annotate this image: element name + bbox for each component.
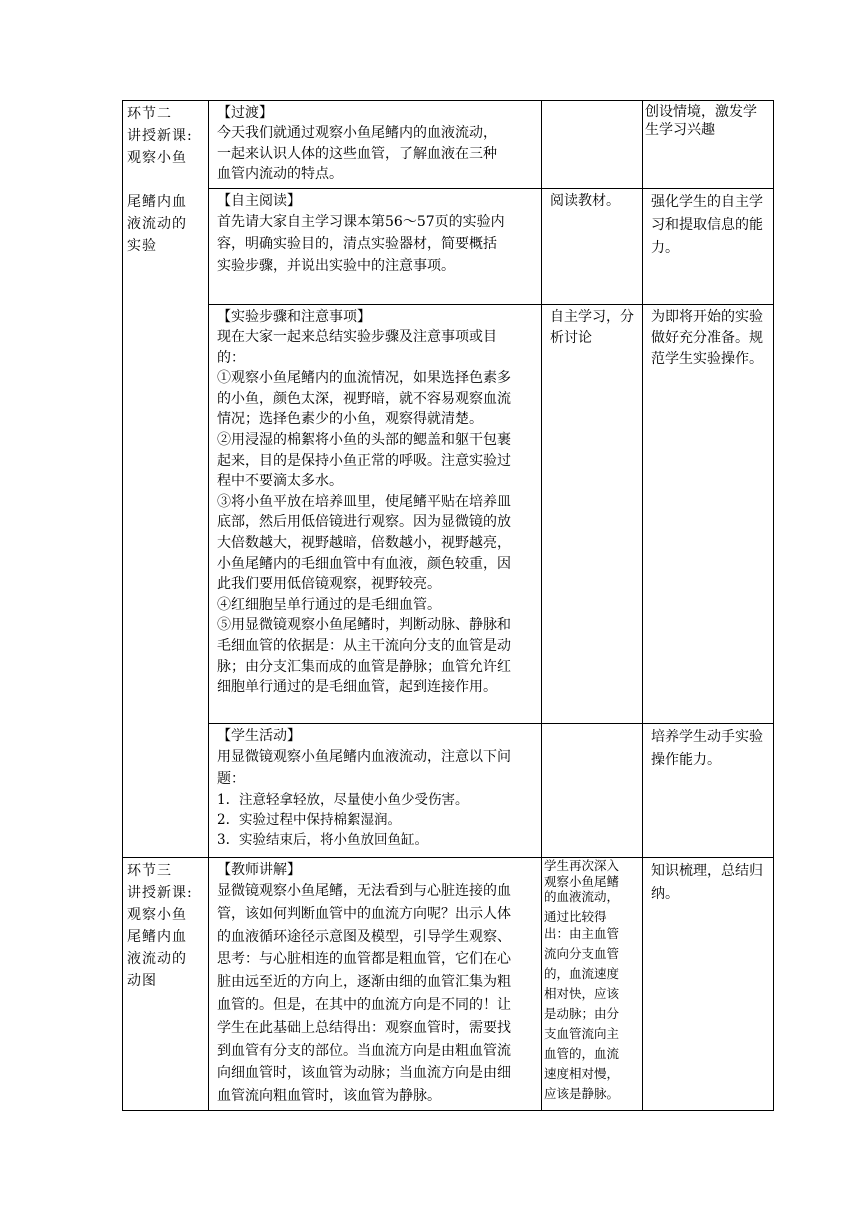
design-intent-cell: 为即将开始的实验做好充分准备。规范学生实验操作。 <box>643 305 774 724</box>
student-activity-cell: 学生再次深入 观察小鱼尾鳍 的血液流动， 通过比较得 出：由主血管 流向分支血管 的，血流速度 相对快，应该 是动脉；由分 支血管流向主 血管的，血流 速度相对慢， 应该是静脉。 <box>542 858 643 1111</box>
block-title: 【学生活动】 <box>217 728 301 744</box>
list-item: 3. 实验结束后，将小鱼放回鱼缸。 <box>217 832 428 848</box>
table-row <box>123 724 774 858</box>
student-activity-cell: 自主学习，分析讨论 <box>542 305 643 724</box>
lesson-plan-table <box>122 100 774 1111</box>
block-title: 【教师讲解】 <box>217 862 301 878</box>
table-row <box>123 189 774 305</box>
block-title: 【过渡】 <box>217 105 273 121</box>
list-item: 2. 实验过程中保持棉絮湿润。 <box>217 812 401 828</box>
teacher-activity-cell: 【过渡】 今天我们就通过观察小鱼尾鳍内的血液流动， 一起来认识人体的这些血管，了解血液在三种 血管内流动的特点。 <box>209 101 542 189</box>
teacher-activity-cell: 【学生活动】 用显微镜观察小鱼尾鳍内血液流动，注意以下问 题： 1. 注意轻拿轻放，尽量使小鱼少受伤害。 2. 实验过程中保持棉絮湿润。 3. 实验结束后，将小鱼放回鱼缸。 <box>209 724 542 858</box>
design-intent-cell: 知识梳理，总结归纳。 <box>643 858 774 1111</box>
teacher-activity-cell: 【实验步骤和注意事项】 现在大家一起来总结实验步骤及注意事项或目 的： ①观察小鱼尾鳍内的血流情况，如果选择色素多 的小鱼，颜色太深，视野暗，就不容易观察血流 情况；选择色素少的小鱼，观察得就清楚。 ②用浸湿的棉絮将小鱼的头部的鳃盖和躯干包裹 起来，目的是保持小鱼正常的呼吸。注意实验过 程中不要滴太多水。 ③将小鱼平放在培养皿里，使尾鳍平贴在培养皿 底部，然后用低倍镜进行观察。因为显微镜的放 大倍数越大，视野越暗，倍数越小，视野越亮， 小鱼尾鳍内的毛细血管中有血液，颜色较重，因 此我们要用低倍镜观察，视野较亮。 ④红细胞呈单行通过的是毛细血管。 ⑤用显微镜观察小鱼尾鳍时，判断动脉、静脉和 毛细血管的依据是：从主干流向分支的血管是动 脉；由分支汇集而成的血管是静脉；血管允许红 细胞单行通过的是毛细血管，起到连接作用。 <box>209 305 542 724</box>
teacher-activity-cell: 【自主阅读】 首先请大家自主学习课本第56～57页的实验内 容，明确实验目的，清点实验器材，简要概括 实验步骤，并说出实验中的注意事项。 <box>209 189 542 305</box>
design-intent-cell: 培养学生动手实验操作能力。 <box>643 724 774 858</box>
stage-cell-2: 环节二 讲授新课: 观察小鱼 尾鳍内血 液流动的 实验 <box>123 101 209 858</box>
design-intent-cell: 创设情境，激发学生学习兴趣 <box>643 101 774 189</box>
design-intent-cell: 强化学生的自主学习和提取信息的能力。 <box>643 189 774 305</box>
teacher-activity-cell: 【教师讲解】 显微镜观察小鱼尾鳍，无法看到与心脏连接的血 管，该如何判断血管中的血流方向呢？出示人体 的血液循环途径示意图及模型，引导学生观察、 思考：与心脏相连的血管都是粗血管，它们在心 脏由远至近的方向上，逐渐由细的血管汇集为粗 血管的。但是，在其中的血流方向是不同的！让 学生在此基础上总结得出：观察血管时，需要找 到血管有分支的部位。当血流方向是由粗血管流 向细血管时，该血管为动脉；当血流方向是由细 血管流向粗血管时，该血管为静脉。 <box>209 858 542 1111</box>
table-row <box>123 305 774 724</box>
student-activity-cell <box>542 101 643 189</box>
table-row <box>123 101 774 189</box>
block-title: 【实验步骤和注意事项】 <box>217 309 371 325</box>
student-activity-cell: 阅读教材。 <box>542 189 643 305</box>
student-activity-cell <box>542 724 643 858</box>
table-row <box>123 858 774 1111</box>
block-title: 【自主阅读】 <box>217 193 301 209</box>
list-item: 1. 注意轻拿轻放，尽量使小鱼少受伤害。 <box>217 792 469 808</box>
stage-cell-3: 环节三 讲授新课: 观察小鱼 尾鳍内血 液流动的 动图 <box>123 858 209 1111</box>
